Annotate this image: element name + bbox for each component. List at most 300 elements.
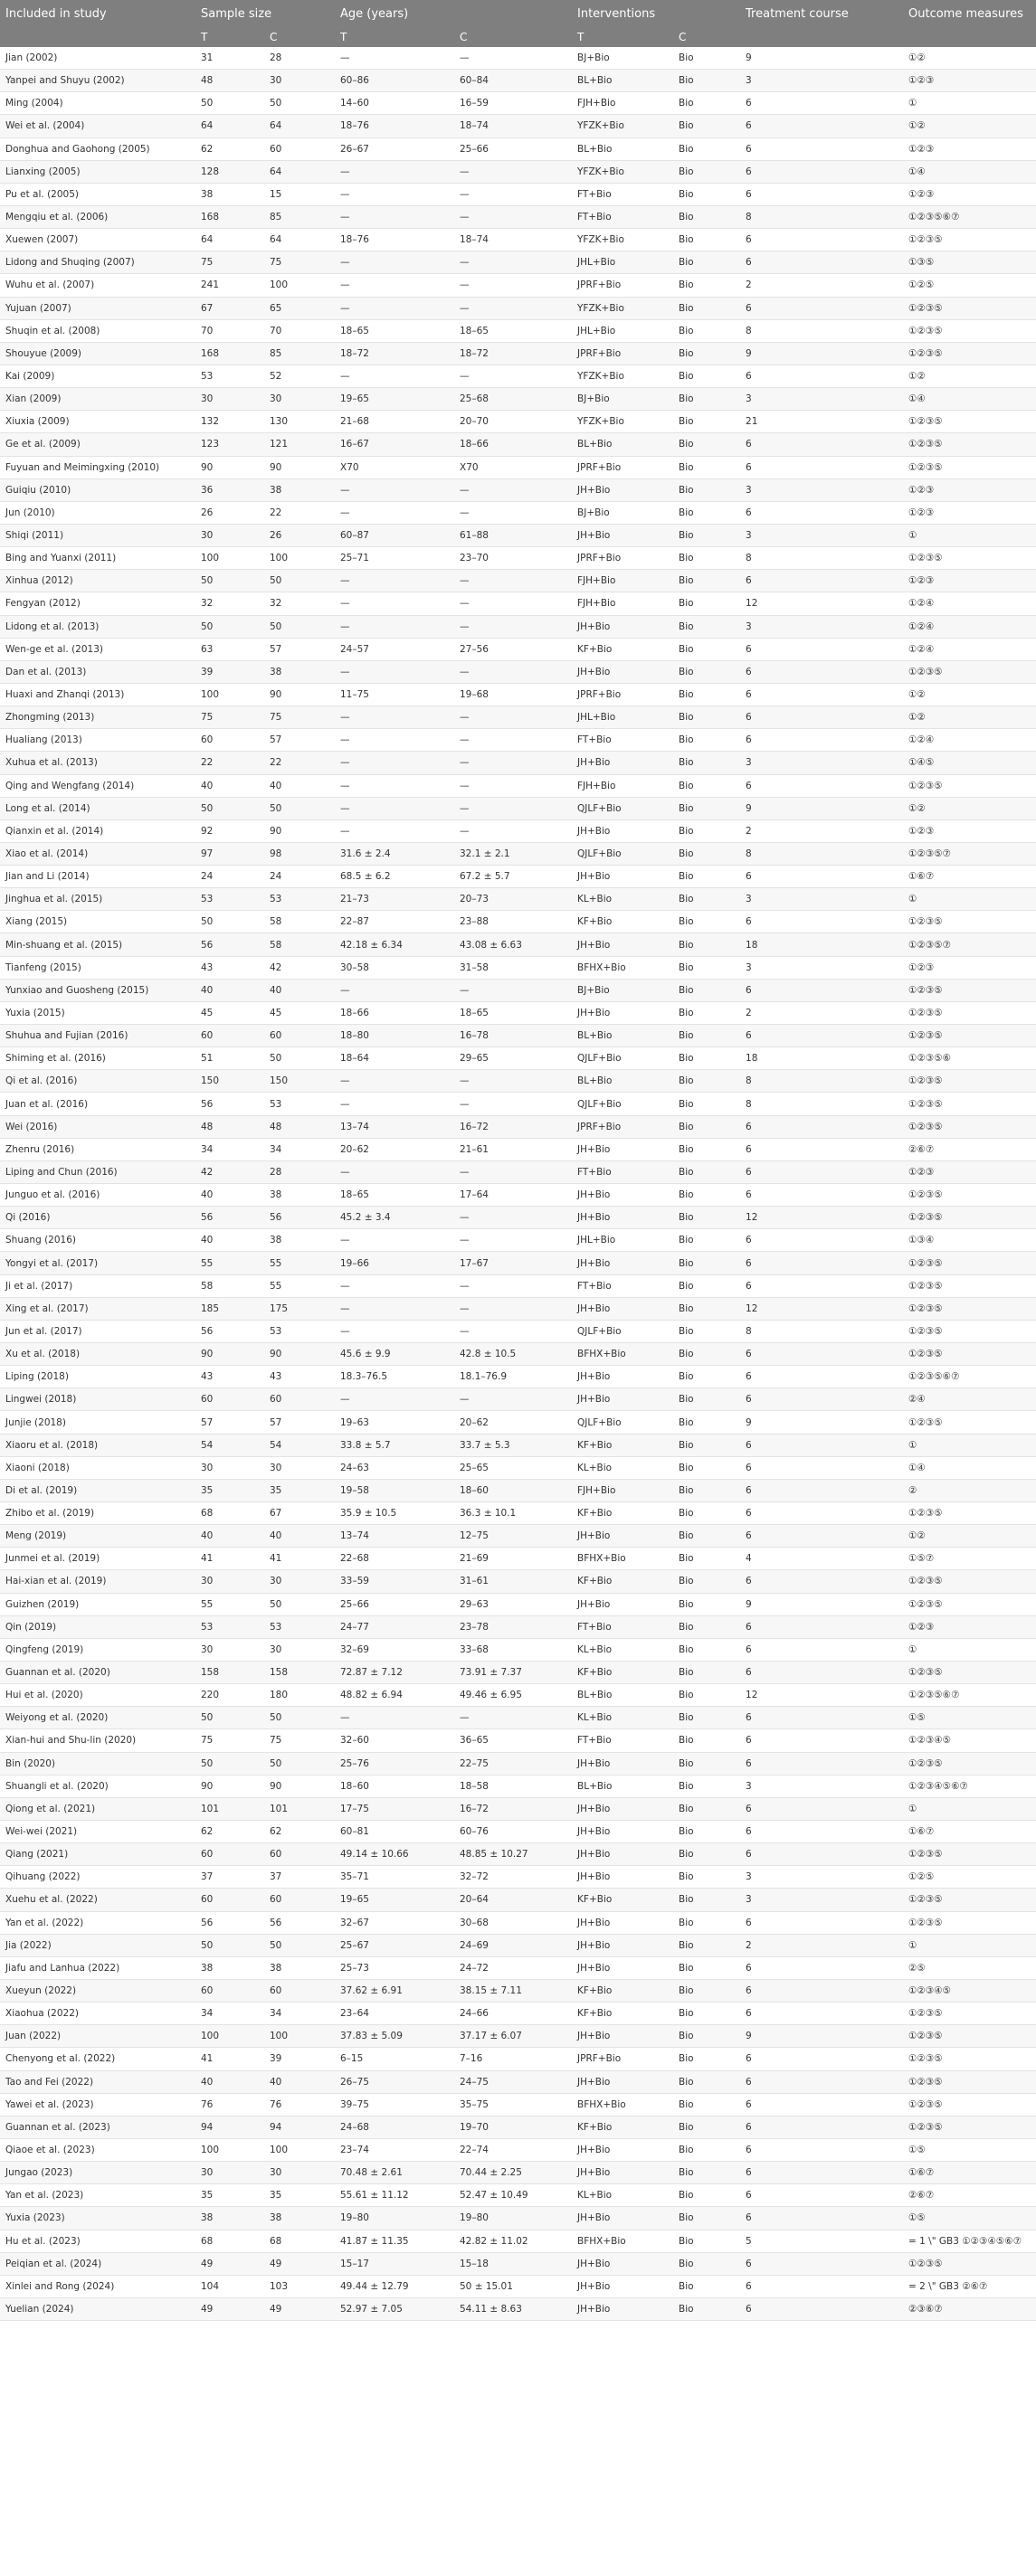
age-t-cell: 49.14 ± 10.66 — [335, 1843, 454, 1866]
age-t-cell: — — [335, 251, 454, 274]
sample-t-cell: 45 — [195, 1001, 264, 1024]
outcome-measures-cell: ①②③⑤ — [903, 1093, 1036, 1115]
intervention-c-cell: Bio — [673, 251, 740, 274]
age-t-cell: 45.2 ± 3.4 — [335, 1207, 454, 1229]
treatment-course-cell: 2 — [740, 1001, 903, 1024]
study-cell: Min-shuang et al. (2015) — [0, 933, 195, 956]
intervention-c-cell: Bio — [673, 1797, 740, 1820]
intervention-t-cell: YFZK+Bio — [572, 115, 673, 137]
intervention-t-cell: BJ+Bio — [572, 979, 673, 1001]
study-cell: Jiafu and Lanhua (2022) — [0, 1956, 195, 1979]
sample-c-cell: 32 — [264, 592, 335, 615]
age-c-cell: 60–84 — [454, 70, 572, 92]
age-c-cell: 33.7 ± 5.3 — [454, 1434, 572, 1456]
sample-t-cell: 56 — [195, 1207, 264, 1229]
age-t-cell: 20–62 — [335, 1138, 454, 1160]
outcome-measures-cell: ①②③⑤ — [903, 2093, 1036, 2116]
intervention-c-cell: Bio — [673, 1207, 740, 1229]
sample-t-cell: 75 — [195, 1729, 264, 1752]
table-row — [0, 1866, 1036, 1889]
table-row — [0, 888, 1036, 911]
intervention-t-cell: FJH+Bio — [572, 592, 673, 615]
table-row — [0, 2275, 1036, 2297]
study-cell: Peiqian et al. (2024) — [0, 2252, 195, 2275]
age-t-cell: 49.44 ± 12.79 — [335, 2275, 454, 2297]
sample-t-cell: 100 — [195, 2025, 264, 2048]
sample-t-cell: 62 — [195, 1820, 264, 1842]
sample-t-cell: 50 — [195, 92, 264, 115]
age-c-cell: 17–67 — [454, 1252, 572, 1274]
sample-t-cell: 220 — [195, 1684, 264, 1707]
age-c-cell: — — [454, 47, 572, 70]
age-c-cell: 31–61 — [454, 1570, 572, 1593]
age-t-cell: — — [335, 1229, 454, 1252]
study-cell: Shouyue (2009) — [0, 342, 195, 365]
intervention-c-cell: Bio — [673, 866, 740, 888]
age-c-cell: 20–64 — [454, 1889, 572, 1911]
intervention-c-cell: Bio — [673, 2070, 740, 2093]
sample-c-cell: 62 — [264, 1820, 335, 1842]
table-row — [0, 1661, 1036, 1683]
age-t-cell: 26–75 — [335, 2070, 454, 2093]
intervention-t-cell: JH+Bio — [572, 2207, 673, 2230]
table-row — [0, 1388, 1036, 1411]
intervention-t-cell: JH+Bio — [572, 1297, 673, 1320]
study-cell: Xu et al. (2018) — [0, 1343, 195, 1366]
study-cell: Shuqin et al. (2008) — [0, 319, 195, 342]
age-t-cell: — — [335, 570, 454, 592]
age-c-cell: 16–72 — [454, 1115, 572, 1138]
age-c-cell: 35–75 — [454, 2093, 572, 2116]
sample-c-cell: 90 — [264, 683, 335, 706]
treatment-course-cell: 12 — [740, 1684, 903, 1707]
intervention-c-cell: Bio — [673, 933, 740, 956]
outcome-measures-cell: ①②③⑤ — [903, 319, 1036, 342]
intervention-t-cell: BFHX+Bio — [572, 2093, 673, 2116]
sample-c-cell: 52 — [264, 365, 335, 387]
age-t-cell: 19–58 — [335, 1479, 454, 1501]
treatment-course-cell: 6 — [740, 2093, 903, 2116]
sample-c-cell: 30 — [264, 388, 335, 411]
age-t-cell: 42.18 ± 6.34 — [335, 933, 454, 956]
table-row — [0, 1797, 1036, 1820]
age-c-cell: — — [454, 592, 572, 615]
age-c-cell: 29–65 — [454, 1047, 572, 1070]
intervention-c-cell: Bio — [673, 1820, 740, 1842]
age-c-cell: 23–70 — [454, 547, 572, 570]
age-t-cell: 14–60 — [335, 92, 454, 115]
table-row — [0, 933, 1036, 956]
age-t-cell: 18–66 — [335, 1001, 454, 1024]
intervention-t-cell: FT+Bio — [572, 1615, 673, 1638]
study-cell: Xing et al. (2017) — [0, 1297, 195, 1320]
intervention-t-cell: KF+Bio — [572, 1434, 673, 1456]
sample-t-cell: 97 — [195, 842, 264, 865]
sample-t-cell: 168 — [195, 342, 264, 365]
intervention-c-cell: Bio — [673, 2162, 740, 2184]
outcome-measures-cell: ①② — [903, 683, 1036, 706]
table-row — [0, 2070, 1036, 2093]
intervention-t-cell: BFHX+Bio — [572, 1548, 673, 1570]
study-cell: Liping and Chun (2016) — [0, 1160, 195, 1183]
intervention-t-cell: JPRF+Bio — [572, 1115, 673, 1138]
sample-c-cell: 38 — [264, 1229, 335, 1252]
intervention-c-cell: Bio — [673, 1934, 740, 1956]
age-c-cell: 60–76 — [454, 1820, 572, 1842]
study-cell: Shuhua and Fujian (2016) — [0, 1025, 195, 1047]
table-row — [0, 660, 1036, 683]
table-row — [0, 2138, 1036, 2161]
age-c-cell: 24–72 — [454, 1956, 572, 1979]
intervention-t-cell: JH+Bio — [572, 1956, 673, 1979]
intervention-t-cell: JH+Bio — [572, 2252, 673, 2275]
header-interventions: Interventions — [572, 0, 740, 27]
table-row — [0, 1252, 1036, 1274]
age-t-cell: — — [335, 592, 454, 615]
intervention-c-cell: Bio — [673, 2003, 740, 2025]
study-cell: Guannan et al. (2020) — [0, 1661, 195, 1683]
sample-c-cell: 90 — [264, 1343, 335, 1366]
study-cell: Xuewen (2007) — [0, 229, 195, 251]
sample-t-cell: 40 — [195, 2070, 264, 2093]
outcome-measures-cell: ①②③⑤ — [903, 433, 1036, 456]
sample-c-cell: 50 — [264, 92, 335, 115]
outcome-measures-cell: ①④ — [903, 388, 1036, 411]
table-row — [0, 1160, 1036, 1183]
sample-t-cell: 24 — [195, 866, 264, 888]
sample-t-cell: 56 — [195, 933, 264, 956]
study-cell: Weiyong et al. (2020) — [0, 1707, 195, 1729]
sample-c-cell: 40 — [264, 979, 335, 1001]
sample-c-cell: 50 — [264, 615, 335, 638]
study-cell: Ji et al. (2017) — [0, 1274, 195, 1297]
intervention-c-cell: Bio — [673, 1366, 740, 1388]
sample-t-cell: 40 — [195, 979, 264, 1001]
outcome-measures-cell: ①②③⑤ — [903, 1343, 1036, 1366]
age-t-cell: 18–65 — [335, 319, 454, 342]
age-t-cell: 18–64 — [335, 1047, 454, 1070]
header-outcome-measures: Outcome measures — [903, 0, 1036, 27]
treatment-course-cell: 6 — [740, 297, 903, 319]
outcome-measures-cell: ①②③⑤ — [903, 660, 1036, 683]
intervention-c-cell: Bio — [673, 1570, 740, 1593]
treatment-course-cell: 6 — [740, 1661, 903, 1683]
sample-c-cell: 56 — [264, 1911, 335, 1934]
treatment-course-cell: 3 — [740, 478, 903, 501]
outcome-measures-cell: ①②③⑤ — [903, 547, 1036, 570]
age-t-cell: 24–57 — [335, 638, 454, 660]
sample-t-cell: 68 — [195, 2230, 264, 2252]
header-sample-size: Sample size — [195, 0, 335, 27]
sample-t-cell: 40 — [195, 774, 264, 797]
age-t-cell: 13–74 — [335, 1115, 454, 1138]
sample-c-cell: 94 — [264, 2116, 335, 2138]
intervention-t-cell: FJH+Bio — [572, 92, 673, 115]
sample-t-cell: 30 — [195, 388, 264, 411]
table-row — [0, 388, 1036, 411]
intervention-c-cell: Bio — [673, 137, 740, 160]
age-c-cell: 37.17 ± 6.07 — [454, 2025, 572, 2048]
sample-c-cell: 85 — [264, 342, 335, 365]
age-t-cell: 24–68 — [335, 2116, 454, 2138]
sample-c-cell: 53 — [264, 888, 335, 911]
age-c-cell: 48.85 ± 10.27 — [454, 1843, 572, 1866]
sample-c-cell: 30 — [264, 1570, 335, 1593]
age-t-cell: 33–59 — [335, 1570, 454, 1593]
outcome-measures-cell: ①②③⑤ — [903, 1843, 1036, 1866]
age-c-cell: 25–68 — [454, 388, 572, 411]
study-cell: Lidong and Shuqing (2007) — [0, 251, 195, 274]
sample-c-cell: 57 — [264, 1411, 335, 1434]
table-row — [0, 1956, 1036, 1979]
header-treatment-course: Treatment course — [740, 0, 903, 27]
treatment-course-cell: 6 — [740, 911, 903, 933]
intervention-c-cell: Bio — [673, 570, 740, 592]
age-t-cell: 21–73 — [335, 888, 454, 911]
intervention-t-cell: FJH+Bio — [572, 774, 673, 797]
intervention-t-cell: BL+Bio — [572, 70, 673, 92]
intervention-t-cell: QJLF+Bio — [572, 842, 673, 865]
age-t-cell: 19–65 — [335, 388, 454, 411]
outcome-measures-cell: ①②③⑤ — [903, 1752, 1036, 1775]
treatment-course-cell: 3 — [740, 752, 903, 774]
outcome-measures-cell: ①②③⑤ — [903, 1889, 1036, 1911]
intervention-c-cell: Bio — [673, 388, 740, 411]
table-row — [0, 2184, 1036, 2207]
age-t-cell: 21–68 — [335, 411, 454, 433]
treatment-course-cell: 9 — [740, 1593, 903, 1615]
table-row — [0, 774, 1036, 797]
age-c-cell: 18–74 — [454, 229, 572, 251]
treatment-course-cell: 6 — [740, 2252, 903, 2275]
treatment-course-cell: 6 — [740, 1570, 903, 1593]
intervention-t-cell: JH+Bio — [572, 1388, 673, 1411]
age-c-cell: 15–18 — [454, 2252, 572, 2275]
intervention-t-cell: FJH+Bio — [572, 570, 673, 592]
table-row — [0, 1820, 1036, 1842]
sample-c-cell: 38 — [264, 2207, 335, 2230]
sample-c-cell: 38 — [264, 1956, 335, 1979]
age-c-cell: — — [454, 1207, 572, 1229]
study-cell: Junguo et al. (2016) — [0, 1184, 195, 1207]
age-t-cell: 45.6 ± 9.9 — [335, 1343, 454, 1366]
study-cell: Yongyi et al. (2017) — [0, 1252, 195, 1274]
age-t-cell: 35–71 — [335, 1866, 454, 1889]
table-row — [0, 137, 1036, 160]
intervention-c-cell: Bio — [673, 1070, 740, 1093]
outcome-measures-cell: ①③⑤ — [903, 251, 1036, 274]
age-c-cell: 52.47 ± 10.49 — [454, 2184, 572, 2207]
outcome-measures-cell: ①②③⑤ — [903, 456, 1036, 478]
outcome-measures-cell: ①②③ — [903, 1615, 1036, 1638]
study-cell: Xinhua (2012) — [0, 570, 195, 592]
intervention-t-cell: QJLF+Bio — [572, 1047, 673, 1070]
treatment-course-cell: 3 — [740, 1866, 903, 1889]
intervention-c-cell: Bio — [673, 1525, 740, 1548]
table-row — [0, 729, 1036, 752]
outcome-measures-cell: ①⑤ — [903, 1707, 1036, 1729]
table-row — [0, 2093, 1036, 2116]
treatment-course-cell: 6 — [740, 92, 903, 115]
study-cell: Guizhen (2019) — [0, 1593, 195, 1615]
outcome-measures-cell: ②⑥⑦ — [903, 2184, 1036, 2207]
intervention-t-cell: BL+Bio — [572, 1684, 673, 1707]
study-cell: Hu et al. (2023) — [0, 2230, 195, 2252]
age-t-cell: — — [335, 501, 454, 524]
intervention-t-cell: JHL+Bio — [572, 1229, 673, 1252]
intervention-c-cell: Bio — [673, 956, 740, 979]
age-c-cell: 36–65 — [454, 1729, 572, 1752]
study-cell: Qing and Wengfang (2014) — [0, 774, 195, 797]
outcome-measures-cell: ① — [903, 1434, 1036, 1456]
table-row — [0, 319, 1036, 342]
age-t-cell: 22–68 — [335, 1548, 454, 1570]
study-cell: Qiong et al. (2021) — [0, 1797, 195, 1820]
treatment-course-cell: 6 — [740, 137, 903, 160]
table-row — [0, 1274, 1036, 1297]
intervention-t-cell: FT+Bio — [572, 183, 673, 205]
age-c-cell: — — [454, 205, 572, 228]
sample-t-cell: 60 — [195, 729, 264, 752]
study-cell: Tao and Fei (2022) — [0, 2070, 195, 2093]
outcome-measures-cell: ①②③⑤ — [903, 911, 1036, 933]
sample-c-cell: 58 — [264, 933, 335, 956]
sample-t-cell: 36 — [195, 478, 264, 501]
sample-c-cell: 60 — [264, 1388, 335, 1411]
age-c-cell: 73.91 ± 7.37 — [454, 1661, 572, 1683]
treatment-course-cell: 6 — [740, 1434, 903, 1456]
age-c-cell: 29–63 — [454, 1593, 572, 1615]
age-c-cell: — — [454, 706, 572, 729]
intervention-t-cell: KF+Bio — [572, 2003, 673, 2025]
table-row — [0, 1411, 1036, 1434]
table-row — [0, 1707, 1036, 1729]
table-row — [0, 1684, 1036, 1707]
outcome-measures-cell: ①②③⑤ — [903, 2116, 1036, 2138]
age-c-cell: — — [454, 1274, 572, 1297]
sample-c-cell: 35 — [264, 1479, 335, 1501]
treatment-course-cell: 9 — [740, 797, 903, 819]
study-cell: Jun et al. (2017) — [0, 1320, 195, 1342]
outcome-measures-cell: ①②③⑤ — [903, 2252, 1036, 2275]
outcome-measures-cell: ①②③⑤ — [903, 1911, 1036, 1934]
outcome-measures-cell: ①⑤⑦ — [903, 1548, 1036, 1570]
study-cell: Xiao et al. (2014) — [0, 842, 195, 865]
intervention-c-cell: Bio — [673, 888, 740, 911]
intervention-t-cell: JPRF+Bio — [572, 456, 673, 478]
treatment-course-cell: 6 — [740, 2003, 903, 2025]
intervention-c-cell: Bio — [673, 729, 740, 752]
sample-c-cell: 50 — [264, 570, 335, 592]
outcome-measures-cell: ①②③⑤ — [903, 1025, 1036, 1047]
study-cell: Qiang (2021) — [0, 1843, 195, 1866]
outcome-measures-cell: ①② — [903, 47, 1036, 70]
age-c-cell: 32.1 ± 2.1 — [454, 842, 572, 865]
intervention-t-cell: BL+Bio — [572, 1070, 673, 1093]
sample-c-cell: 49 — [264, 2252, 335, 2275]
intervention-t-cell: KL+Bio — [572, 1638, 673, 1661]
table-row — [0, 956, 1036, 979]
age-t-cell: 33.8 ± 5.7 — [335, 1434, 454, 1456]
study-cell: Qi (2016) — [0, 1207, 195, 1229]
subheader-blank — [740, 27, 903, 47]
intervention-t-cell: JHL+Bio — [572, 251, 673, 274]
sample-t-cell: 32 — [195, 592, 264, 615]
sample-c-cell: 100 — [264, 2138, 335, 2161]
study-cell: Fengyan (2012) — [0, 592, 195, 615]
study-cell: Xiang (2015) — [0, 911, 195, 933]
sample-c-cell: 65 — [264, 297, 335, 319]
intervention-c-cell: Bio — [673, 1729, 740, 1752]
sample-t-cell: 53 — [195, 1615, 264, 1638]
age-t-cell: 68.5 ± 6.2 — [335, 866, 454, 888]
outcome-measures-cell: ①②③⑤ — [903, 1001, 1036, 1024]
sample-t-cell: 43 — [195, 956, 264, 979]
sample-t-cell: 241 — [195, 274, 264, 297]
sample-c-cell: 53 — [264, 1320, 335, 1342]
intervention-c-cell: Bio — [673, 524, 740, 546]
age-c-cell: — — [454, 979, 572, 1001]
outcome-measures-cell: ①②④ — [903, 729, 1036, 752]
age-t-cell: — — [335, 1070, 454, 1093]
outcome-measures-cell: ①②③⑤ — [903, 1070, 1036, 1093]
age-t-cell: — — [335, 660, 454, 683]
sample-t-cell: 50 — [195, 797, 264, 819]
table-row — [0, 478, 1036, 501]
intervention-t-cell: BJ+Bio — [572, 388, 673, 411]
age-c-cell: 33–68 — [454, 1638, 572, 1661]
intervention-t-cell: BJ+Bio — [572, 501, 673, 524]
age-t-cell: 23–64 — [335, 2003, 454, 2025]
intervention-t-cell: KF+Bio — [572, 911, 673, 933]
study-cell: Wei-wei (2021) — [0, 1820, 195, 1842]
intervention-c-cell: Bio — [673, 92, 740, 115]
study-cell: Zhibo et al. (2019) — [0, 1502, 195, 1525]
age-t-cell: — — [335, 979, 454, 1001]
outcome-measures-cell: ①②③⑤ — [903, 411, 1036, 433]
sample-c-cell: 90 — [264, 1775, 335, 1797]
age-c-cell: — — [454, 365, 572, 387]
intervention-c-cell: Bio — [673, 183, 740, 205]
treatment-course-cell: 6 — [740, 365, 903, 387]
age-t-cell: — — [335, 365, 454, 387]
treatment-course-cell: 6 — [740, 1343, 903, 1366]
age-c-cell: — — [454, 774, 572, 797]
outcome-measures-cell: ①②③⑤ — [903, 1252, 1036, 1274]
age-c-cell: — — [454, 1160, 572, 1183]
treatment-course-cell: 6 — [740, 1388, 903, 1411]
intervention-t-cell: FT+Bio — [572, 1160, 673, 1183]
table-row — [0, 547, 1036, 570]
treatment-course-cell: 6 — [740, 183, 903, 205]
sample-c-cell: 50 — [264, 1593, 335, 1615]
table-row — [0, 1343, 1036, 1366]
sample-t-cell: 41 — [195, 1548, 264, 1570]
sample-t-cell: 35 — [195, 1479, 264, 1501]
sample-c-cell: 54 — [264, 1434, 335, 1456]
sample-t-cell: 31 — [195, 47, 264, 70]
age-t-cell: — — [335, 706, 454, 729]
sample-c-cell: 90 — [264, 819, 335, 842]
age-c-cell: 18–72 — [454, 342, 572, 365]
treatment-course-cell: 8 — [740, 842, 903, 865]
intervention-t-cell: FT+Bio — [572, 205, 673, 228]
intervention-c-cell: Bio — [673, 2207, 740, 2230]
age-t-cell: 24–63 — [335, 1456, 454, 1479]
study-cell: Wei (2016) — [0, 1115, 195, 1138]
table-row — [0, 1502, 1036, 1525]
table-row — [0, 1889, 1036, 1911]
